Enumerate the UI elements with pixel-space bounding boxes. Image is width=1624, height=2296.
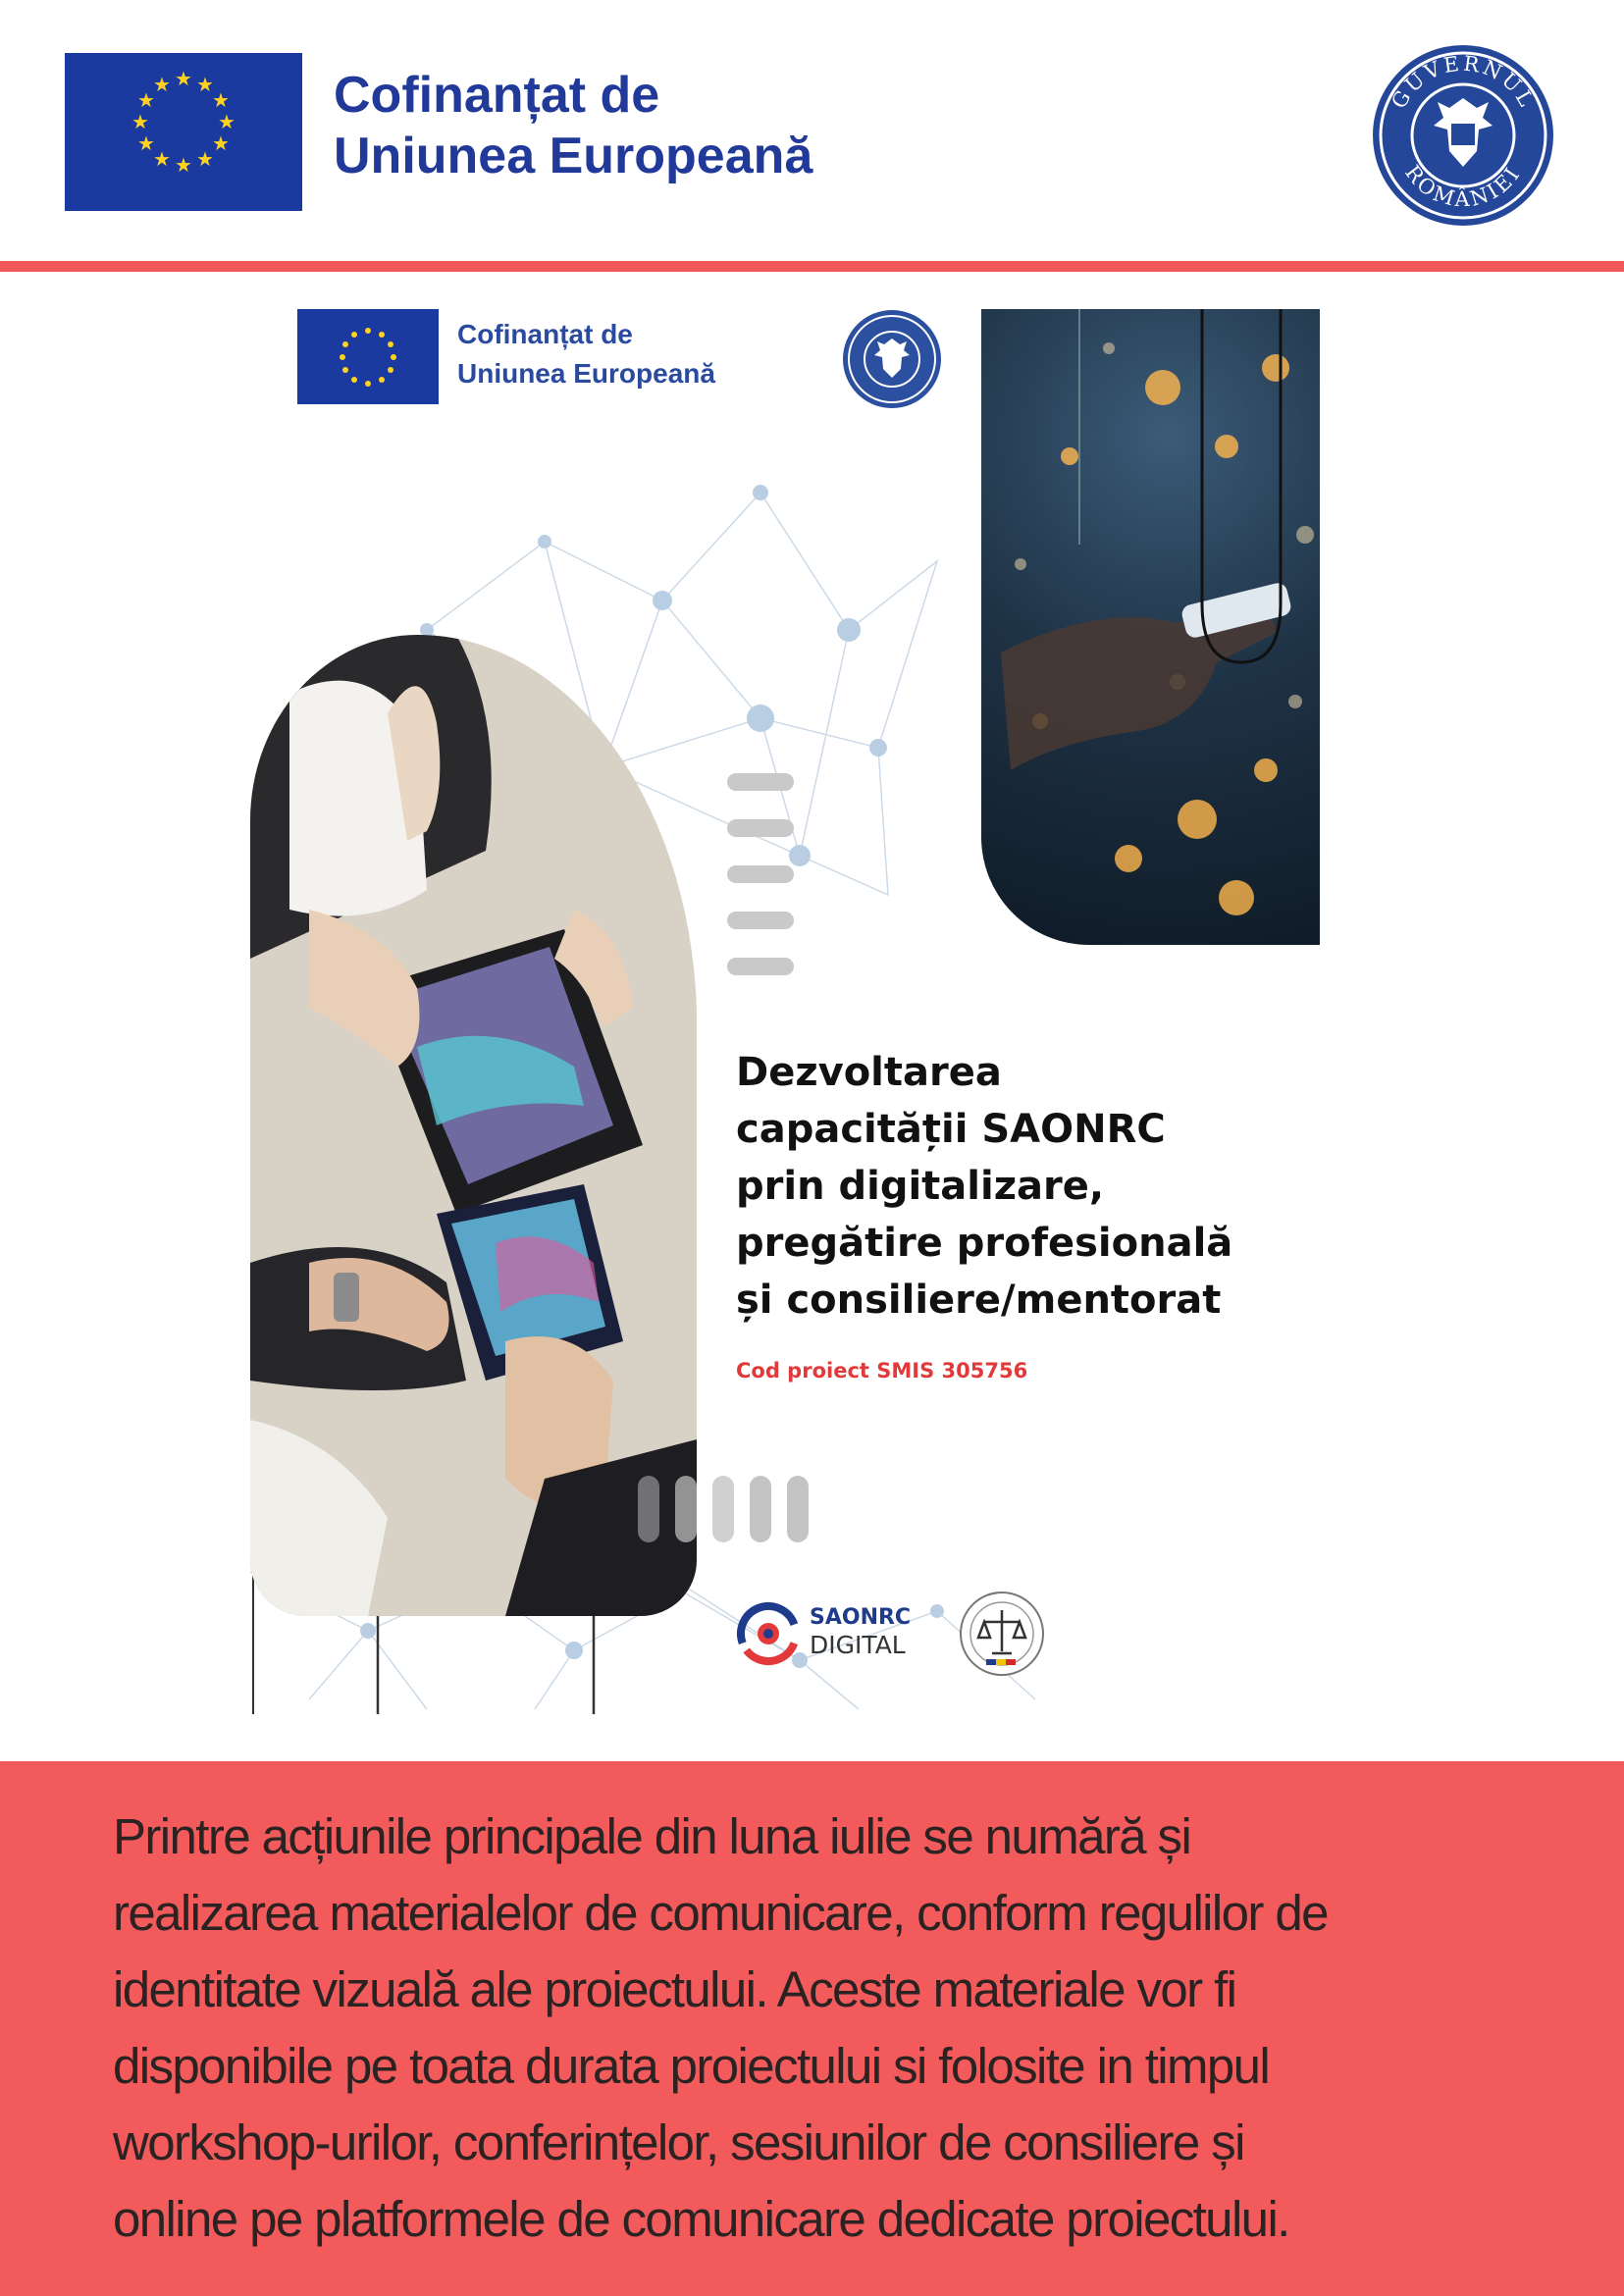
svg-text:★: ★: [153, 73, 171, 96]
poster-title-line-5: și consiliere/mentorat: [736, 1278, 1222, 1323]
project-code: Cod proiect SMIS 305756: [736, 1359, 1028, 1383]
description-line-2: realizarea materialelor de comunicare, conform regulilor de: [113, 1885, 1328, 1941]
vbar-3: [712, 1476, 734, 1542]
mini-cofinantat-line-1: Cofinanțat de: [457, 319, 633, 349]
svg-text:★: ★: [212, 88, 230, 112]
seal-top-text: GUVERNUL: [1387, 51, 1540, 113]
saonrc-logo-text-1: SAONRC: [810, 1605, 912, 1630]
mini-cofinantat-line-2: Uniunea Europeană: [457, 358, 715, 389]
decorative-vertical-bars: [638, 1476, 809, 1542]
mini-cofinantat-label: [457, 315, 715, 393]
cofinantat-label: [334, 65, 812, 186]
vbar-1: [638, 1476, 659, 1542]
cofinantat-line-1: Cofinanțat de: [334, 67, 660, 124]
svg-text:★: ★: [153, 147, 171, 171]
header-divider: [0, 261, 1624, 272]
project-poster: [250, 306, 1320, 1714]
stripe-3: [727, 865, 794, 883]
cofinantat-line-2: Uniunea Europeană: [334, 128, 813, 184]
decorative-stripes: [727, 773, 794, 1004]
description-line-3: identitate vizuală ale proiectului. Aceste materiale vor fi: [113, 1961, 1236, 2017]
justice-emblem-icon: [957, 1589, 1047, 1679]
saonrc-digital-logo: [736, 1593, 917, 1672]
poster-title-line-2: capacității SAONRC: [736, 1107, 1166, 1152]
vbar-4: [750, 1476, 771, 1542]
description-panel: [0, 1761, 1624, 2296]
page-header: [0, 0, 1624, 265]
poster-title-line-4: pregătire profesională: [736, 1221, 1233, 1266]
svg-text:★: ★: [212, 131, 230, 155]
description-line-1: Printre acțiunile principale din luna iulie se numără și: [113, 1808, 1191, 1864]
description-line-6: online pe platformele de comunicare dedicate proiectului.: [113, 2191, 1289, 2247]
svg-text:★: ★: [137, 88, 155, 112]
poster-title-line-3: prin digitalizare,: [736, 1164, 1105, 1209]
description-text: [113, 1799, 1565, 2258]
svg-text:★: ★: [196, 73, 214, 96]
stripe-1: [727, 773, 794, 791]
description-line-4: disponibile pe toata durata proiectului si folosite in timpul: [113, 2038, 1270, 2094]
government-seal-icon: [1369, 41, 1557, 230]
stripe-5: [727, 958, 794, 975]
photo-people-with-devices: [250, 635, 697, 1616]
svg-text:★: ★: [196, 147, 214, 171]
description-line-5: workshop-urilor, conferințelor, sesiunilor de consiliere și: [113, 2114, 1244, 2170]
vbar-2: [675, 1476, 697, 1542]
mini-government-seal-icon: [841, 308, 943, 410]
seal-bottom-text: ROMÂNIEI: [1400, 161, 1526, 212]
svg-text:★: ★: [131, 110, 149, 133]
saonrc-logo-icon: [736, 1601, 801, 1666]
stripe-4: [727, 912, 794, 929]
photo-hand-with-phone: [981, 309, 1320, 945]
vbar-5: [787, 1476, 809, 1542]
svg-text:★: ★: [175, 67, 192, 90]
svg-text:★: ★: [137, 131, 155, 155]
svg-text:★: ★: [218, 110, 236, 133]
stripe-2: [727, 819, 794, 837]
poster-title-line-1: Dezvoltarea: [736, 1050, 1002, 1095]
poster-title: [736, 1044, 1315, 1329]
saonrc-logo-text-2: DIGITAL: [810, 1631, 906, 1659]
eu-flag-icon: [65, 53, 302, 211]
svg-text:★: ★: [175, 153, 192, 177]
mini-eu-flag-icon: [297, 309, 439, 404]
